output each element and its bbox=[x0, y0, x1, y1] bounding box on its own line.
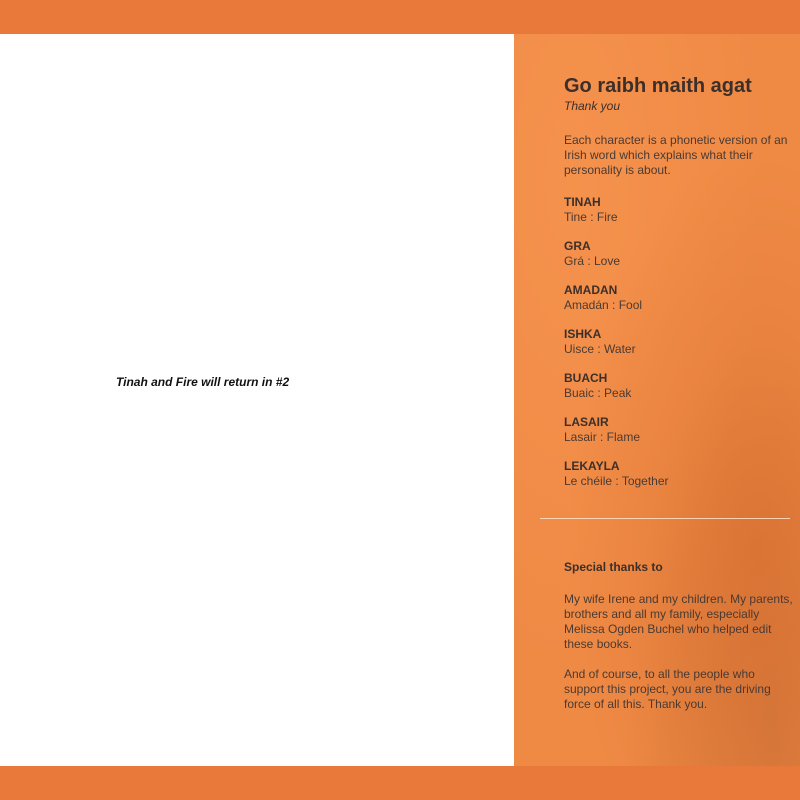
page-title: Go raibh maith agat bbox=[564, 75, 752, 97]
character-meaning: Tine : Fire bbox=[564, 210, 618, 224]
bottom-border-bar bbox=[0, 766, 800, 800]
page-subtitle: Thank you bbox=[564, 99, 621, 113]
right-page bbox=[514, 34, 800, 766]
character-meaning: Lasair : Flame bbox=[564, 430, 641, 444]
glossary-section bbox=[564, 74, 794, 503]
thanks-heading: Special thanks to bbox=[564, 560, 663, 574]
character-name: ISHKA bbox=[564, 327, 602, 341]
character-entry bbox=[564, 371, 794, 401]
character-meaning: Uisce : Water bbox=[564, 342, 636, 356]
character-entry bbox=[564, 415, 794, 445]
character-entry bbox=[564, 239, 794, 269]
character-meaning: Le chéile : Together bbox=[564, 474, 669, 488]
character-name: BUACH bbox=[564, 371, 608, 385]
left-page bbox=[0, 34, 514, 766]
character-entry bbox=[564, 195, 794, 225]
character-meaning: Buaic : Peak bbox=[564, 386, 632, 400]
character-entry bbox=[564, 459, 794, 489]
top-border-bar bbox=[0, 0, 800, 34]
section-divider bbox=[540, 518, 790, 519]
intro-text: Each character is a phonetic version of an Irish word which explains what their personality is about. bbox=[564, 133, 788, 177]
return-note: Tinah and Fire will return in #2 bbox=[116, 375, 290, 389]
thanks-paragraph-supporters: And of course, to all the people who support this project, you are the driving force of all this. Thank you. bbox=[564, 667, 771, 711]
character-name: GRA bbox=[564, 239, 591, 253]
character-name: AMADAN bbox=[564, 283, 618, 297]
character-name: LASAIR bbox=[564, 415, 609, 429]
character-name: LEKAYLA bbox=[564, 459, 620, 473]
character-meaning: Amadán : Fool bbox=[564, 298, 643, 312]
character-entry bbox=[564, 283, 794, 313]
character-name: TINAH bbox=[564, 195, 601, 209]
character-entry bbox=[564, 327, 794, 357]
special-thanks-section bbox=[564, 560, 794, 727]
character-meaning: Grá : Love bbox=[564, 254, 621, 268]
thanks-paragraph-family: My wife Irene and my children. My parents, brothers and all my family, especially Melissa Ogden Buchel who helped edit these books. bbox=[564, 592, 793, 651]
